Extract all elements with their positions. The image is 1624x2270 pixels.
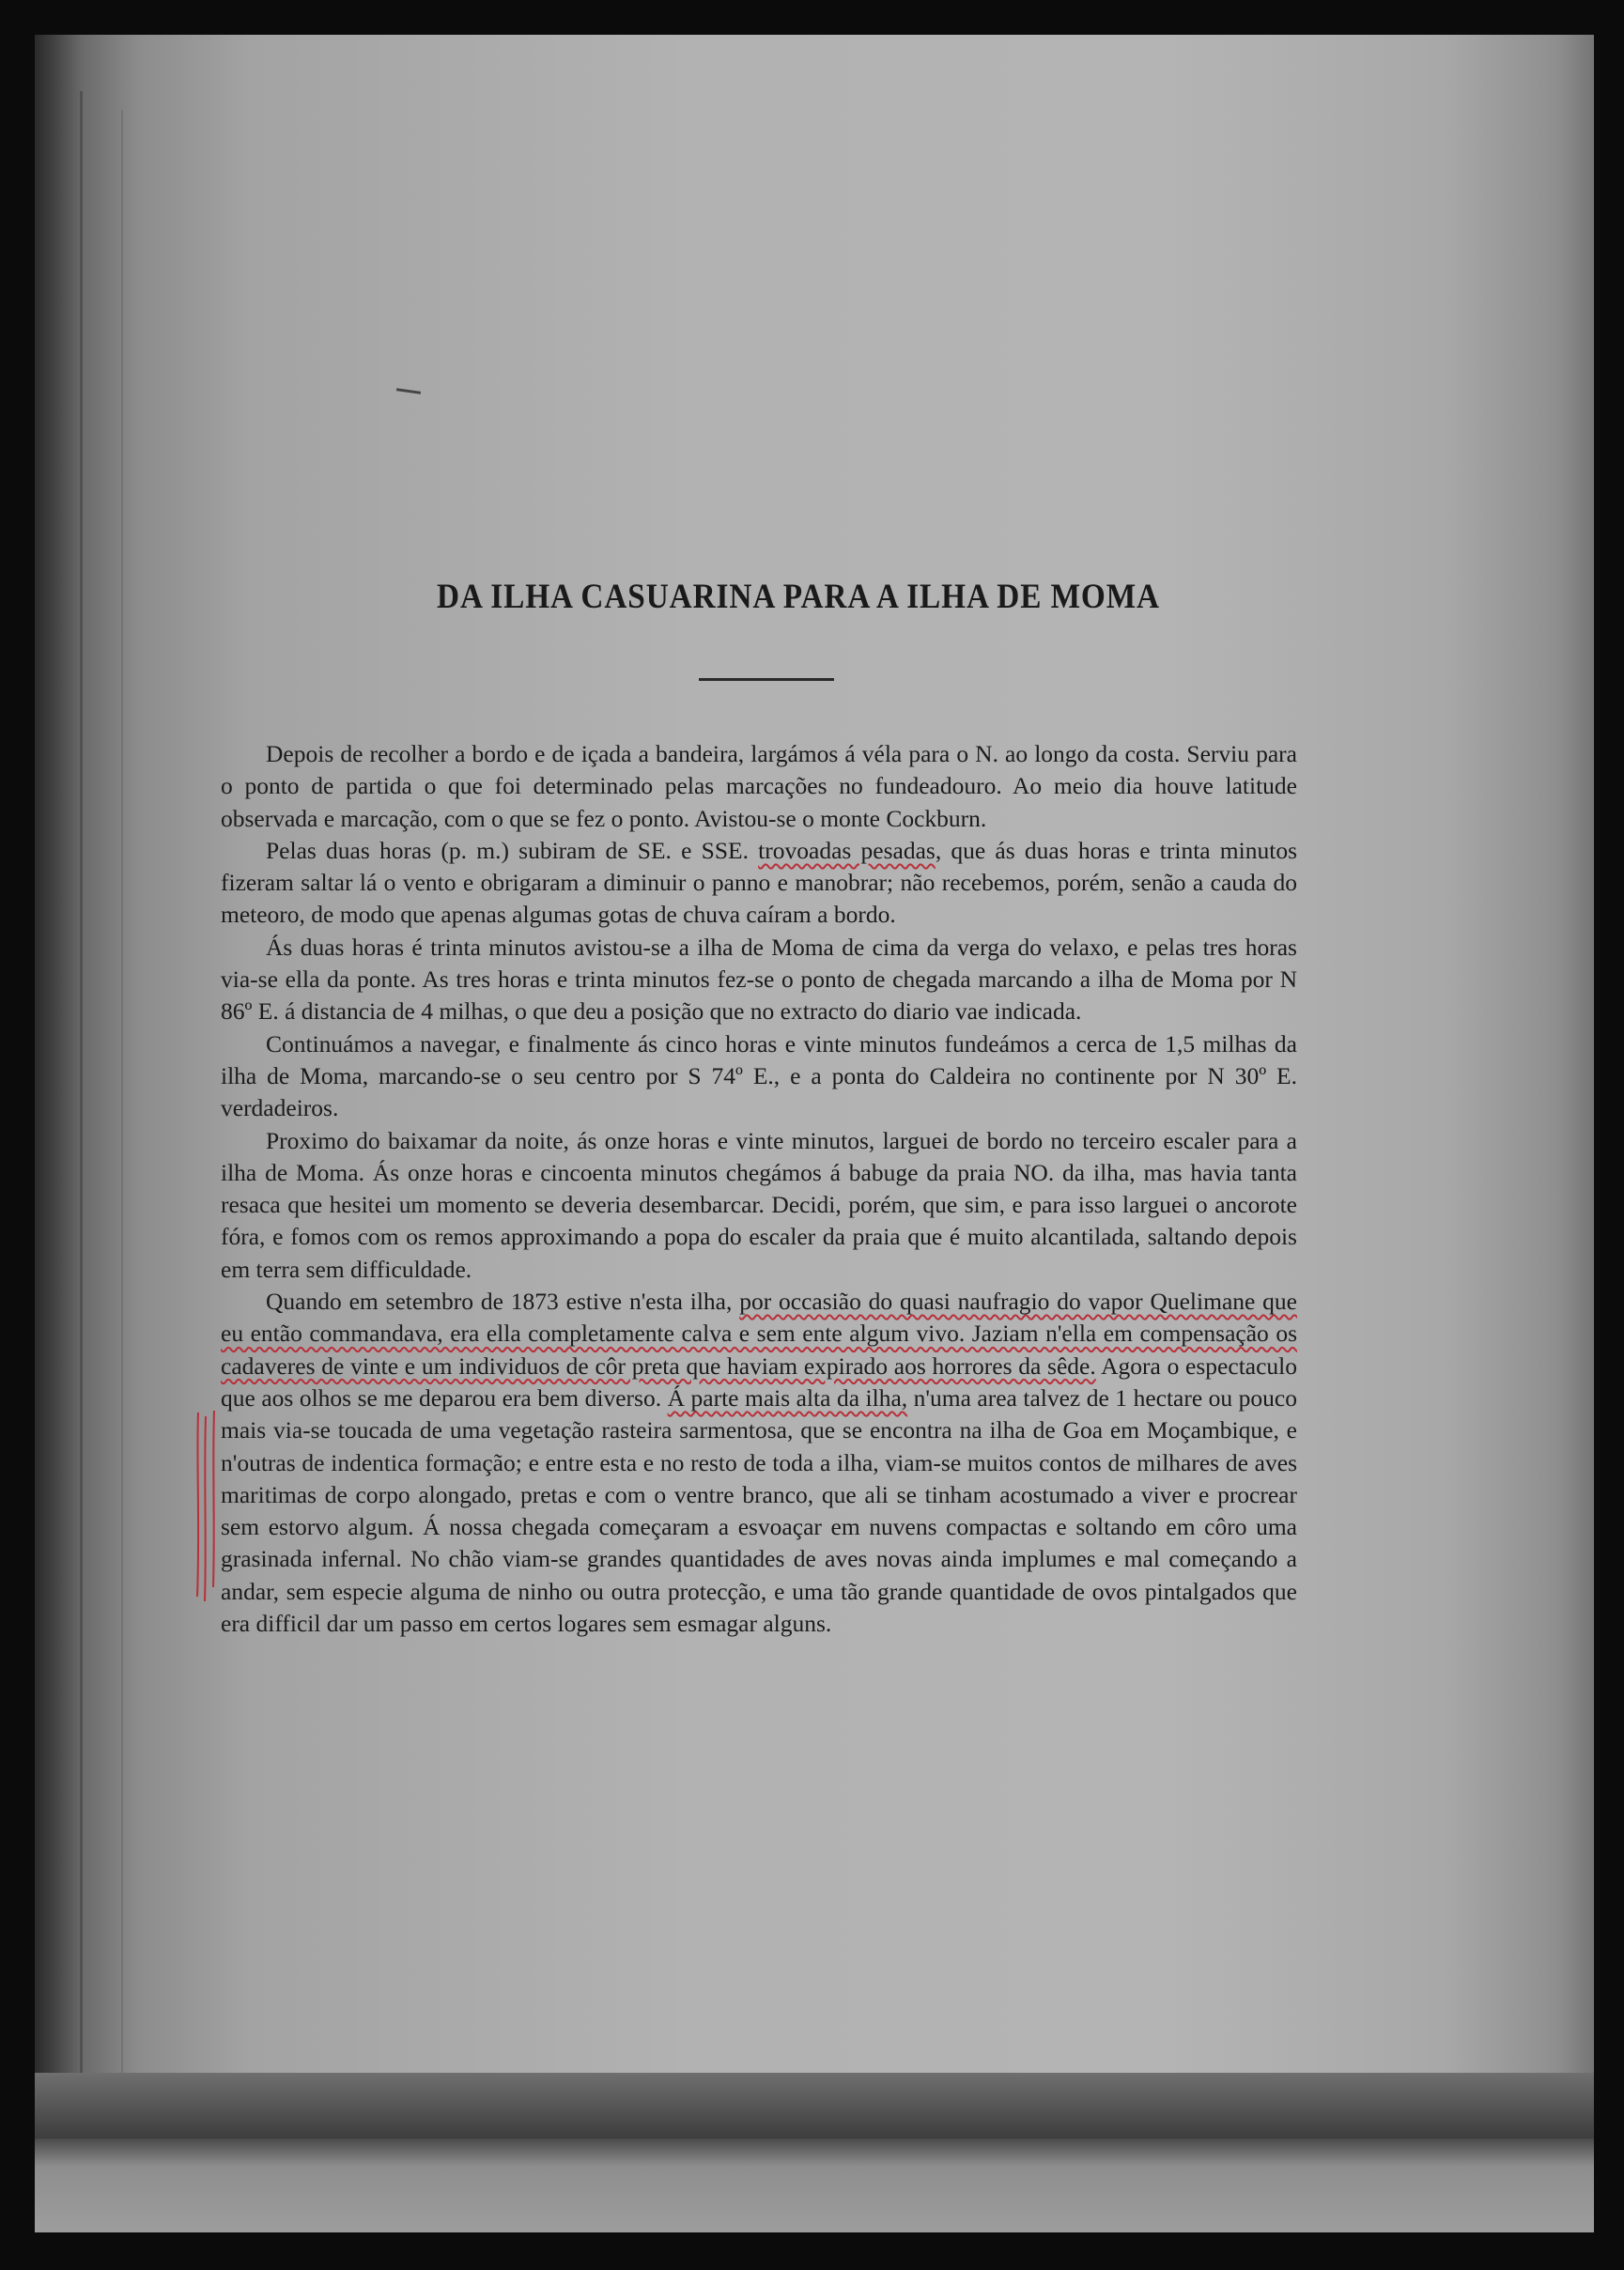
stray-pen-mark — [396, 388, 421, 394]
paragraph-6-annotated-passage: por occasião do quasi naufragio do vapor Quelimane que eu então commandava, era ella completamente calva e sem ente algum vivo. Jaziam n'ella em compensação os cadaveres de vinte e um individuos de côr preta que haviam expirado aos horrores da sêde. — [221, 1288, 1297, 1380]
paragraph-2-annotated-phrase: trovoadas pesadas — [758, 836, 936, 864]
scan-bottom-edge — [35, 2139, 1594, 2232]
margin-mark-3 — [213, 1411, 214, 1587]
paragraph-6-text-a: Quando em setembro de 1873 estive n'esta ilha, — [266, 1288, 740, 1316]
paragraph-5: Proximo do baixamar da noite, ás onze horas e vinte minutos, larguei de bordo no terceiro escaler para a ilha de Moma. Ás onze horas e cincoenta minutos chegámos á babuge da praia NO. da ilha, mas havia tanta resaca que hesitei um momento se deveria desembarcar. Decidi, porém, que sim, e para isso larguei o ancorote fóra, e fomos com os remos approximando a popa do escaler da praia que é muito alcantilada, saltando depois em terra sem difficuldade. — [221, 1126, 1297, 1283]
binding-gutter-line — [121, 110, 123, 2120]
binding-gutter-shadow — [80, 91, 83, 2120]
scan-bottom-shadow — [35, 2073, 1594, 2139]
paragraph-4: Continuámos a navegar, e finalmente ás cinco horas e vinte minutos fundeámos a cerca de 1,5 milhas da ilha de Moma, marcando-se o seu centro por S 74º E., e a ponta do Caldeira no continente por N 30º E. verdadeiros. — [221, 1029, 1297, 1122]
margin-mark-1 — [197, 1413, 198, 1597]
paragraph-2-text-c: , que ás duas horas e trinta minutos fizeram saltar lá o vento e obrigaram a diminuir o panno e manobrar; não recebemos, porém, senão a cauda do meteoro, de modo que apenas algumas gotas de chuva caíram a bordo. — [221, 836, 1297, 929]
paragraph-6-annotated-phrase: Á parte mais alta da ilha, — [667, 1383, 908, 1412]
paragraph-3: Ás duas horas é trinta minutos avistou-se a ilha de Moma de cima da verga do velaxo, e pelas tres horas via-se ella da ponte. As tres horas e trinta minutos fez-se o ponto de chegada marcando a ilha de Moma por N 86º E. á distancia de 4 milhas, o que deu a posição que no extracto do diario vae indicada. — [221, 933, 1297, 1026]
paragraph-6-text-e: n'uma area talvez de 1 hectare ou pouco mais via-se toucada de uma vegetação rasteira sarmentosa, que se encontra na ilha de Goa em Moçambique, e n'outras de indentica formação; e entre esta e no resto de toda a ilha, viam-se muitos contos de milhares de aves maritimas de corpo alongado, pretas e com o ventre branco, que ali se tinham acostumado a viver e procrear sem estorvo algum. Á nossa chegada começaram a esvoaçar em nuvens compactas e soltando em côro uma grasinada infernal. No chão viam-se grandes quantidades de aves novas ainda implumes e mal começando a andar, sem especie alguma de ninho ou outra protecção, e uma tão grande quantidade de ovos pintalgados que era difficil dar um passo em certos logares sem esmagar alguns. — [221, 1383, 1297, 1638]
paragraph-2 — [221, 835, 1297, 932]
title-divider — [699, 678, 834, 681]
page-title: DA ILHA CASUARINA PARA A ILHA DE MOMA — [436, 578, 1161, 616]
margin-mark-2 — [205, 1416, 206, 1601]
paragraph-2-text-a: Pelas duas horas (p. m.) subiram de SE. e SSE. — [266, 836, 759, 864]
paragraph-1: Depois de recolher a bordo e de içada a bandeira, largámos á véla para o N. ao longo da costa. Serviu para o ponto de partida o que foi determinado pelas marcações no fundeadouro. Ao meio dia houve latitude observada e marcação, com o que se fez o ponto. Avistou-se o monte Cockburn. — [221, 740, 1297, 832]
article-body — [221, 738, 1297, 1640]
paragraph-6 — [221, 1286, 1297, 1640]
paragraph-6-text-c: Agora o espectaculo que aos olhos se me deparou era bem diverso. — [221, 1351, 1297, 1412]
margin-annotation-marks — [193, 1409, 224, 1606]
